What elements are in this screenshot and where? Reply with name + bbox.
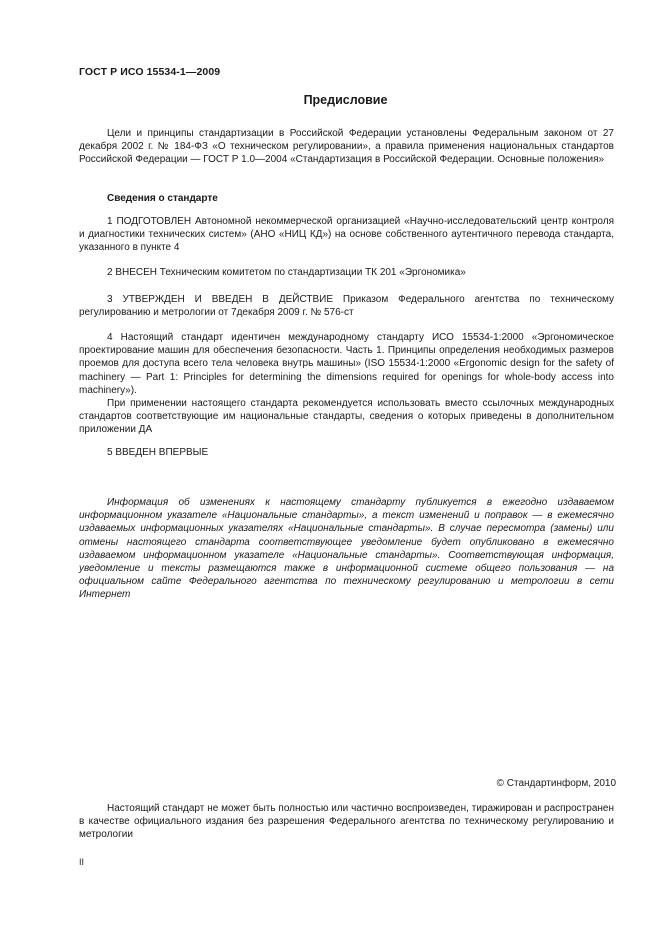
item-1 (79, 215, 614, 255)
intro-text: Цели и принципы стандартизации в Российской Федерации установлены Федеральным законом от 27 декабря 2002 г. № 184-ФЗ «О техническом регулировании», а правила применения национальных стандартов Российской Федерации — ГОСТ Р 1.0—2004 «Стандартизация в Российской Федерации. Основные положения» (79, 128, 614, 166)
notice-text: Информация об изменениях к настоящему стандарту публикуется в ежегодно издаваемом информационном указателе «Национальные стандарты», а текст изменений и поправок — в ежемесячно издаваемых информационных указателях «Национальные стандарты». В случае пересмотра (замены) или отмены настоящего стандарта соответствующее уведомление будет опубликовано в ежемесячно издаваемом информационном указателе «Национальные стандарты». Соответствующая информация, уведомление и тексты размещаются также в информационной системе общего пользования — на официальном сайте Федерального агентства по техническому регулированию и метрологии в сети Интернет (79, 497, 614, 601)
page-number: II (79, 857, 85, 867)
item-2 (79, 266, 614, 279)
item-3 (79, 293, 614, 319)
item-4-text: 4 Настоящий стандарт идентичен международному стандарту ИСО 15534-1:2000 «Эргономическое проектирование машин для обеспечения безопасности. Часть 1. Принципы определения необходимых размеров проемов для доступа всего тела человека внутрь машины» (ISO 15534-1:2000 «Ergonomic design for the safety of machinery — Part 1: Principles for determining the dimensions required for openings for whole-body access into machinery»). (79, 332, 614, 396)
document-code: ГОСТ Р ИСО 15534-1—2009 (79, 66, 221, 78)
copyright: © Стандартинформ, 2010 (496, 778, 616, 789)
item-5-text: 5 ВВЕДЕН ВПЕРВЫЕ (107, 447, 209, 458)
item-4 (79, 331, 614, 437)
notice-block (79, 496, 614, 602)
item-3-text: 3 УТВЕРЖДЕН И ВВЕДЕН В ДЕЙСТВИЕ Приказом Федерального агентства по техническому регулированию и метрологии от 7декабря 2009 г. № 576-ст (79, 294, 614, 319)
standard-info-heading: Сведения о стандарте (107, 193, 218, 204)
page-title: Предисловие (303, 93, 388, 107)
standard-info-section (79, 192, 614, 205)
item-2-text: 2 ВНЕСЕН Техническим комитетом по стандартизации ТК 201 «Эргономика» (107, 267, 466, 278)
item-1-text: 1 ПОДГОТОВЛЕН Автономной некоммерческой организацией «Научно-исследовательский центр контроля и диагностики технических систем» (АНО «НИЦ КД») на основе собственного аутентичного перевода стандарта, указанного в пункте 4 (79, 216, 614, 254)
item-4-note: При применении настоящего стандарта рекомендуется использовать вместо ссылочных международных стандартов соответствующие им национальные стандарты, сведения о которых приведены в дополнительном приложении ДА (79, 398, 614, 436)
reproduction-notice-text: Настоящий стандарт не может быть полностью или частично воспроизведен, тиражирован и распространен в качестве официального издания без разрешения Федерального агентства по техническому регулированию и метрологии (79, 803, 614, 841)
reproduction-notice (79, 802, 614, 842)
item-5 (79, 446, 614, 459)
intro-paragraph (79, 127, 614, 167)
